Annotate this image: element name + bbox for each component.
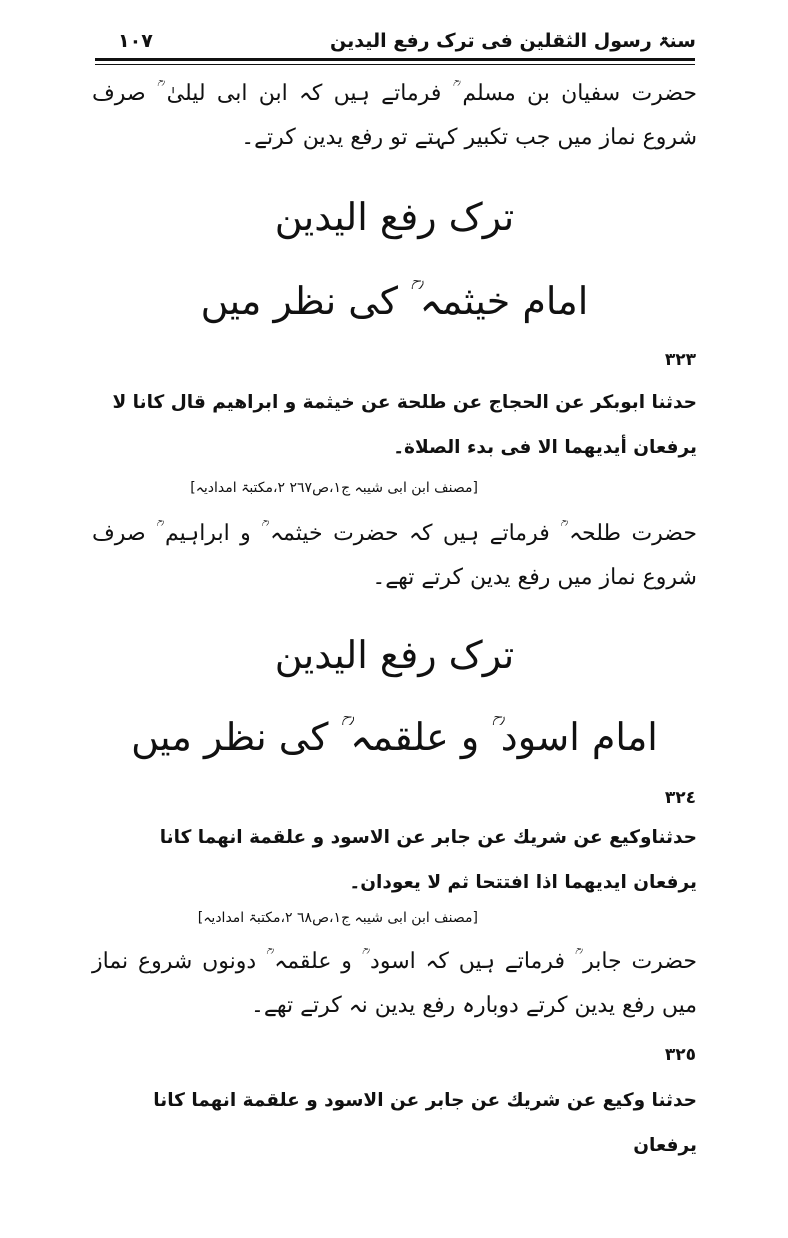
header-rule-thick	[95, 58, 695, 61]
header-rule-thin	[95, 64, 695, 65]
hadith-arabic-324: حدثناوكيع عن شريك عن جابر عن الاسود و علقمة انهما كانا يرفعان ايديهما اذا افتتحا ثم لا يعودان۔	[159, 827, 697, 893]
header-book-title: سنۃ رسول الثقلین فی ترک رفع الیدین	[329, 30, 696, 52]
hadith-urdu-323: حضرت طلحہ ؒ فرماتے ہیں کہ حضرت خیثمہ ؒ و ابراہیم ؒ صرف شروع نماز میں رفع یدین کرتے تھے۔	[92, 521, 697, 590]
paragraph-urdu-translation: حضرت سفیان بن مسلم ؒ فرماتے ہیں کہ ابن ابی لیلیٰ ؒ صرف شروع نماز میں جب تکبیر کہتے تو رفع یدین کرتے۔	[92, 81, 697, 150]
hadith-arabic-325: حدثنا وكيع عن شريك عن جابر عن الاسود و علقمة انهما كانا يرفعان	[153, 1090, 697, 1156]
section-heading-1-line-2: امام خیثمہ ؒ کی نظر میں	[200, 279, 589, 323]
hadith-number-324: ۳۲٤	[664, 788, 696, 808]
reference-323: [مصنف ابن ابی شیبہ ج۱،ص۲٦۷ ۲،مکتبۃ امدادیہ]	[190, 480, 478, 496]
section-heading-2-line-2: امام اسود ؒ و علقمہ ؒ کی نظر میں	[131, 715, 658, 759]
hadith-urdu-324: حضرت جابر ؒ فرماتے ہیں کہ اسود ؒ و علقمہ ؒ دونوں شروع نماز میں رفع یدین کرتے دوبارہ رفع یدین نہ کرتے تھے۔	[92, 949, 697, 1018]
section-heading-2-line-1: ترک رفع الیدین	[274, 633, 515, 677]
hadith-arabic-323: حدثنا ابوبكر عن الحجاج عن طلحة عن خيثمة و ابراهيم قال كانا لا يرفعان أيديهما الا فى بدء الصلاة۔	[112, 392, 697, 458]
hadith-number-325: ۳۲٥	[664, 1045, 696, 1065]
hadith-number-323: ۳۲۳	[664, 350, 696, 370]
section-heading-1-line-1: ترک رفع الیدین	[274, 195, 515, 239]
reference-324: [مصنف ابن ابی شیبہ ج۱،ص٦۸ ۲،مکتبۃ امدادیہ]	[197, 910, 478, 926]
header-page-number: ۱۰۷	[118, 30, 153, 52]
